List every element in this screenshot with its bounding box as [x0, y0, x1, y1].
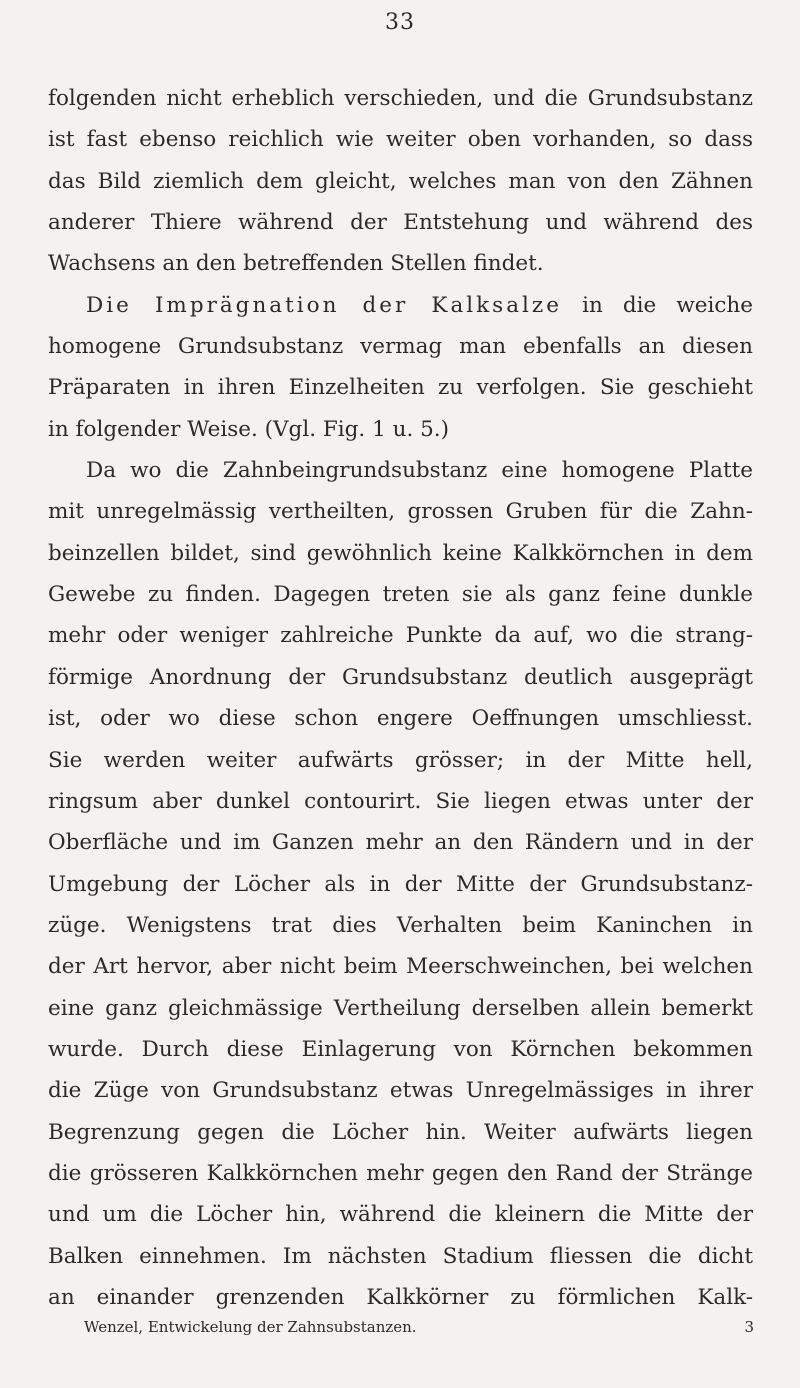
body-text — [48, 78, 753, 1318]
spaced-emphasis: Die Imprägnation der Kalksalze — [86, 292, 562, 318]
line-text: mehr oder weniger zahlreiche Punkte da auf, wo die strang- — [48, 623, 753, 649]
line-text: mit unregelmässig vertheilten, grossen Gruben für die Zahn- — [48, 499, 753, 525]
line-text: die Züge von Grundsubstanz etwas Unregelmässiges in ihrer — [48, 1078, 753, 1104]
line-text: und um die Löcher hin, während die kleinern die Mitte der — [48, 1202, 753, 1228]
text-line — [48, 615, 753, 656]
line-text: anderer Thiere während der Entstehung und während des — [48, 210, 753, 236]
text-line — [48, 946, 753, 987]
text-line — [48, 243, 753, 284]
text-line — [48, 1029, 753, 1070]
text-line — [48, 1194, 753, 1235]
text-line — [48, 657, 753, 698]
text-line — [48, 533, 753, 574]
footer-signature-mark: 3 — [744, 1318, 754, 1336]
text-line — [48, 450, 753, 491]
text-line — [48, 1277, 753, 1318]
line-text: wurde. Durch diese Einlagerung von Körnchen bekommen — [48, 1036, 753, 1062]
line-text: in die weiche — [561, 292, 753, 318]
line-text: Wachsens an den betreffenden Stellen findet. — [48, 251, 544, 277]
footer-author-title: Wenzel, Entwickelung der Zahnsubstanzen. — [84, 1318, 417, 1336]
line-text: Begrenzung gegen die Löcher hin. Weiter aufwärts liegen — [48, 1119, 753, 1145]
line-text: ist fast ebenso reichlich wie weiter oben vorhanden, so dass — [48, 127, 753, 153]
line-text: Gewebe zu finden. Dagegen treten sie als ganz feine dunkle — [48, 582, 753, 608]
text-line — [48, 409, 753, 450]
text-line — [48, 78, 753, 119]
line-text: Da wo die Zahnbeingrundsubstanz eine homogene Platte — [86, 458, 753, 484]
page-number: 33 — [385, 10, 415, 35]
line-text: das Bild ziemlich dem gleicht, welches man von den Zähnen — [48, 168, 753, 194]
text-line — [48, 161, 753, 202]
line-text: Umgebung der Löcher als in der Mitte der Grundsubstanz- — [48, 871, 753, 897]
text-line — [48, 1112, 753, 1153]
text-line — [48, 1153, 753, 1194]
line-text: der Art hervor, aber nicht beim Meerschweinchen, bei welchen — [48, 954, 753, 980]
line-text: in folgender Weise. (Vgl. Fig. 1 u. 5.) — [48, 416, 450, 442]
text-line — [48, 864, 753, 905]
line-text: beinzellen bildet, sind gewöhnlich keine Kalkkörnchen in dem — [48, 540, 753, 566]
text-line — [48, 905, 753, 946]
text-line — [48, 988, 753, 1029]
text-line — [48, 119, 753, 160]
line-text: ringsum aber dunkel contourirt. Sie liegen etwas unter der — [48, 788, 753, 814]
line-text: züge. Wenigstens trat dies Verhalten beim Kaninchen in — [48, 912, 753, 938]
footer — [84, 1318, 754, 1336]
text-line — [48, 698, 753, 739]
text-line — [48, 202, 753, 243]
line-text: die grösseren Kalkkörnchen mehr gegen den Rand der Stränge — [48, 1160, 753, 1186]
line-text: ist, oder wo diese schon engere Oeffnungen umschliesst. — [48, 706, 753, 732]
line-text: Balken einnehmen. Im nächsten Stadium fliessen die dicht — [48, 1243, 753, 1269]
line-text: förmige Anordnung der Grundsubstanz deutlich ausgeprägt — [48, 664, 753, 690]
text-line — [48, 1070, 753, 1111]
text-line — [48, 822, 753, 863]
line-text: eine ganz gleichmässige Vertheilung derselben allein bemerkt — [48, 995, 753, 1021]
text-line — [48, 367, 753, 408]
text-line — [48, 1236, 753, 1277]
text-line — [48, 285, 753, 326]
text-line — [48, 326, 753, 367]
line-text: homogene Grundsubstanz vermag man ebenfalls an diesen — [48, 334, 753, 360]
text-line — [48, 740, 753, 781]
text-line — [48, 781, 753, 822]
line-text: an einander grenzenden Kalkkörner zu förmlichen Kalk- — [48, 1284, 753, 1310]
line-text: Sie werden weiter aufwärts grösser; in der Mitte hell, — [48, 747, 753, 773]
line-text: Präparaten in ihren Einzelheiten zu verfolgen. Sie geschieht — [48, 375, 753, 401]
line-text: Oberfläche und im Ganzen mehr an den Rändern und in der — [48, 830, 753, 856]
text-line — [48, 574, 753, 615]
text-line — [48, 491, 753, 532]
line-text: folgenden nicht erheblich verschieden, und die Grundsubstanz — [48, 86, 753, 111]
